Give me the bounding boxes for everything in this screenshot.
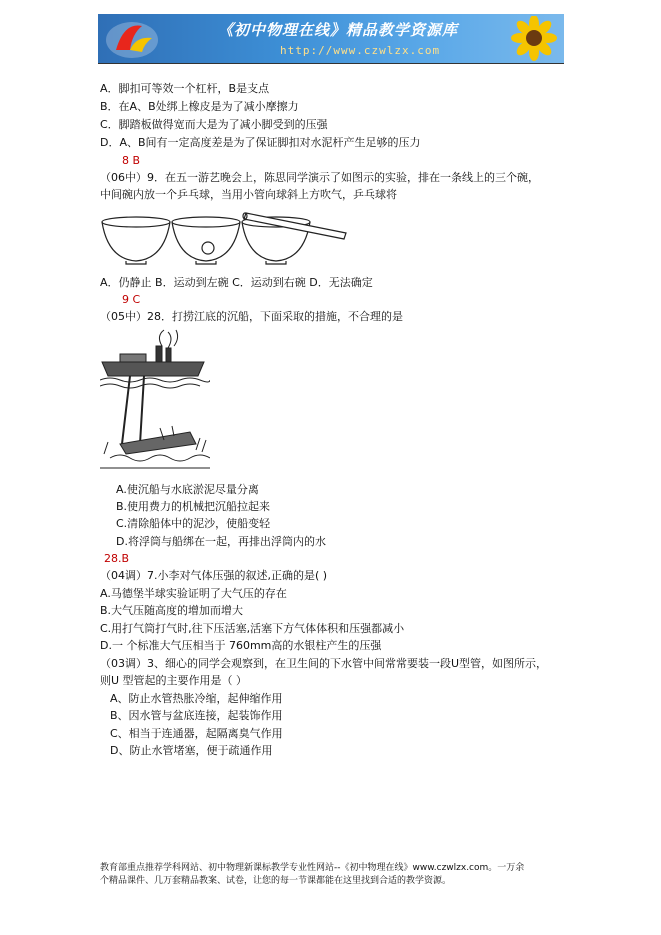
q28-option-d: D.将浮筒与船绑在一起，再排出浮筒内的水: [116, 535, 326, 548]
q7s-option-c: C.用打气筒打气时,往下压活塞,活塞下方气体体积和压强都减小: [100, 622, 405, 635]
sunflower-icon: [502, 16, 560, 62]
q7-option-c: C．脚踏板做得宽而大是为了减小脚受到的压强: [100, 118, 328, 131]
q28-option-c: C.清除船体中的泥沙，使船变轻: [116, 517, 271, 530]
header-banner: [98, 14, 564, 64]
q7-option-b: B．在A、B处绑上橡皮是为了减小摩擦力: [100, 100, 299, 113]
answer-28: 28.B: [104, 552, 130, 565]
three-bowls-figure: [100, 205, 360, 267]
banner-title: 《初中物理在线》精品教学资源库: [218, 21, 459, 39]
q9-options: A．仍静止 B．运动到左碗 C．运动到右碗 D．无法确定: [100, 276, 373, 289]
page-footer: [100, 862, 566, 888]
q3-option-a: A、防止水管热胀冷缩，起伸缩作用: [110, 692, 283, 705]
q28-option-b: B.使用费力的机械把沉船拉起来: [116, 500, 271, 513]
banner-url[interactable]: http://www.czwlzx.com: [280, 44, 441, 57]
q3-option-d: D、防止水管堵塞，便于疏通作用: [110, 744, 273, 757]
q9-stem-line2: 中间碗内放一个乒乓球，当用小管向球斜上方吹气，乒乓球将: [100, 188, 397, 201]
q7s-option-d: D.一 个标准大气压相当于 760mm高的水银柱产生的压强: [100, 639, 382, 652]
site-logo-icon: [102, 16, 162, 62]
footer-line-2: 个精品课件、几万套精品教案、试卷，让您的每一节课都能在这里找到合适的教学资源。: [100, 876, 452, 886]
q3-option-c: C、相当于连通器，起隔离臭气作用: [110, 727, 283, 740]
answer-9: 9 C: [122, 293, 141, 306]
q9-stem-line1: （06中）9．在五一游艺晚会上，陈思同学演示了如图示的实验，排在一条线上的三个碗，: [100, 171, 539, 184]
q7-option-a: A．脚扣可等效一个杠杆，B是支点: [100, 82, 270, 95]
header-divider: [98, 63, 564, 64]
q7s-option-b: B.大气压随高度的增加而增大: [100, 604, 244, 617]
sunken-ship-figure: [100, 328, 210, 476]
q7s-option-a: A.马德堡半球实验证明了大气压的存在: [100, 587, 287, 600]
q7-option-d: D．A、B间有一定高度差是为了保证脚扣对水泥杆产生足够的压力: [100, 136, 421, 149]
q3-stem-line1: （03调）3、细心的同学会观察到，在卫生间的下水管中间常常要装一段U型管，如图所示，: [100, 657, 548, 670]
q3-stem-line2: 则U 型管起的主要作用是（ ）: [100, 674, 248, 687]
q7s-stem: （04调）7.小李对气体压强的叙述,正确的是( ): [100, 569, 328, 582]
q28-stem: （05中）28．打捞江底的沉船，下面采取的措施，不合理的是: [100, 310, 403, 323]
answer-8: 8 B: [122, 154, 141, 167]
q3-option-b: B、因水管与盆底连接，起装饰作用: [110, 709, 283, 722]
q28-option-a: A.使沉船与水底淤泥尽量分离: [116, 483, 259, 496]
footer-line-1: 教育部重点推荐学科网站、初中物理新课标教学专业性网站--《初中物理在线》www.czwlzx.com。一万余: [100, 863, 525, 873]
